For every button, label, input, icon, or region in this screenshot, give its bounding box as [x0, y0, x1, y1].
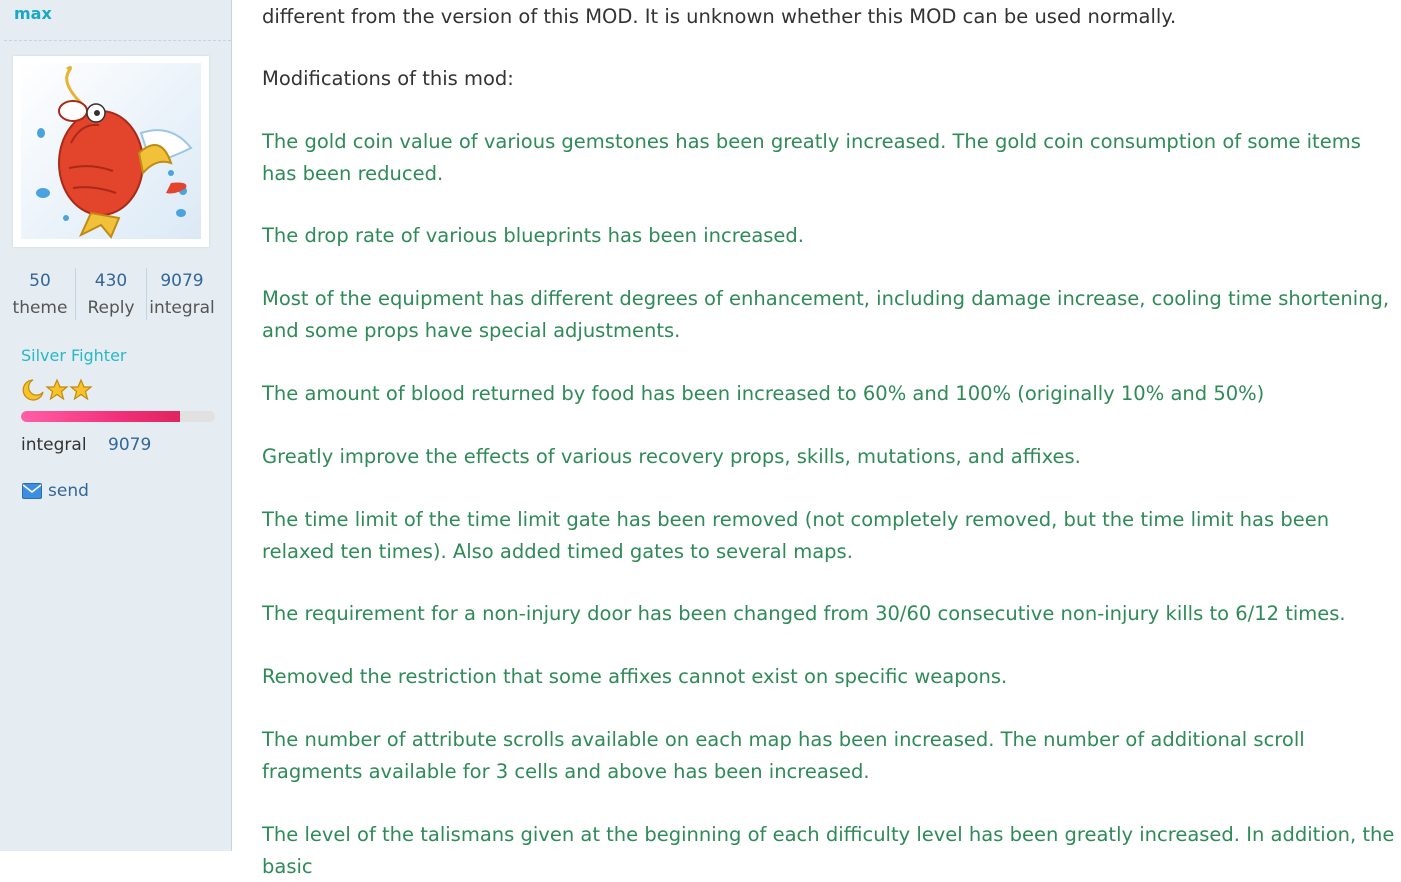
stat-integral[interactable]: [147, 268, 217, 320]
magikarp-avatar-icon: [21, 63, 201, 239]
send-label: send: [48, 481, 89, 501]
author-stats: [5, 268, 225, 324]
paragraph: Modifications of this mod:: [262, 67, 514, 90]
paragraph: The gold coin value of various gemstones has been greatly increased. The gold coin consumption of some items has been reduced.: [262, 130, 1361, 185]
stat-reply-label: Reply: [87, 298, 135, 318]
author-username[interactable]: max: [14, 4, 52, 23]
integral-row: [21, 435, 152, 455]
moon-star-star-icon: [21, 378, 101, 402]
paragraph: The time limit of the time limit gate has been removed (not completely removed, but the time limit has been relaxed ten times). Also added timed gates to several maps.: [262, 508, 1330, 563]
sidebar-divider: [4, 40, 231, 41]
integral-value: 9079: [108, 435, 152, 455]
stat-reply-value: 430: [94, 271, 128, 291]
stat-theme-value: 50: [29, 271, 51, 291]
paragraph: The amount of blood returned by food has been increased to 60% and 100% (originally 10% and 50%): [262, 382, 1265, 405]
avatar[interactable]: [13, 56, 209, 247]
avatar-image: [21, 63, 201, 239]
user-rank[interactable]: Silver Fighter: [21, 346, 127, 365]
stat-theme[interactable]: [5, 268, 76, 320]
paragraph: The requirement for a non-injury door has been changed from 30/60 consecutive non-injury kills to 6/12 times.: [262, 602, 1346, 625]
paragraph: different from the version of this MOD. It is unknown whether this MOD can be used normally.: [262, 5, 1177, 28]
stat-integral-label: integral: [149, 298, 215, 318]
paragraph: Most of the equipment has different degrees of enhancement, including damage increase, cooling time shortening, and some props have special adjustments.: [262, 287, 1390, 342]
paragraph: The drop rate of various blueprints has been increased.: [262, 224, 805, 247]
level-progress-bar: [21, 411, 215, 422]
stat-integral-value: 9079: [160, 271, 204, 291]
author-sidebar: [0, 0, 232, 851]
level-progress-fill: [21, 411, 180, 422]
paragraph: The number of attribute scrolls available on each map has been increased. The number of additional scroll fragments available for 3 cells and above has been increased.: [262, 728, 1305, 783]
stat-reply[interactable]: [76, 268, 147, 320]
integral-label: integral: [21, 435, 87, 455]
paragraph: Greatly improve the effects of various recovery props, skills, mutations, and affixes.: [262, 445, 1081, 468]
envelope-icon: [22, 483, 42, 499]
paragraph: The level of the talismans given at the beginning of each difficulty level has been greatly increased. In addition, the basic: [262, 823, 1395, 878]
stat-theme-label: theme: [12, 298, 68, 318]
send-message-link[interactable]: [22, 481, 89, 501]
paragraph: Removed the restriction that some affixes cannot exist on specific weapons.: [262, 665, 1008, 688]
